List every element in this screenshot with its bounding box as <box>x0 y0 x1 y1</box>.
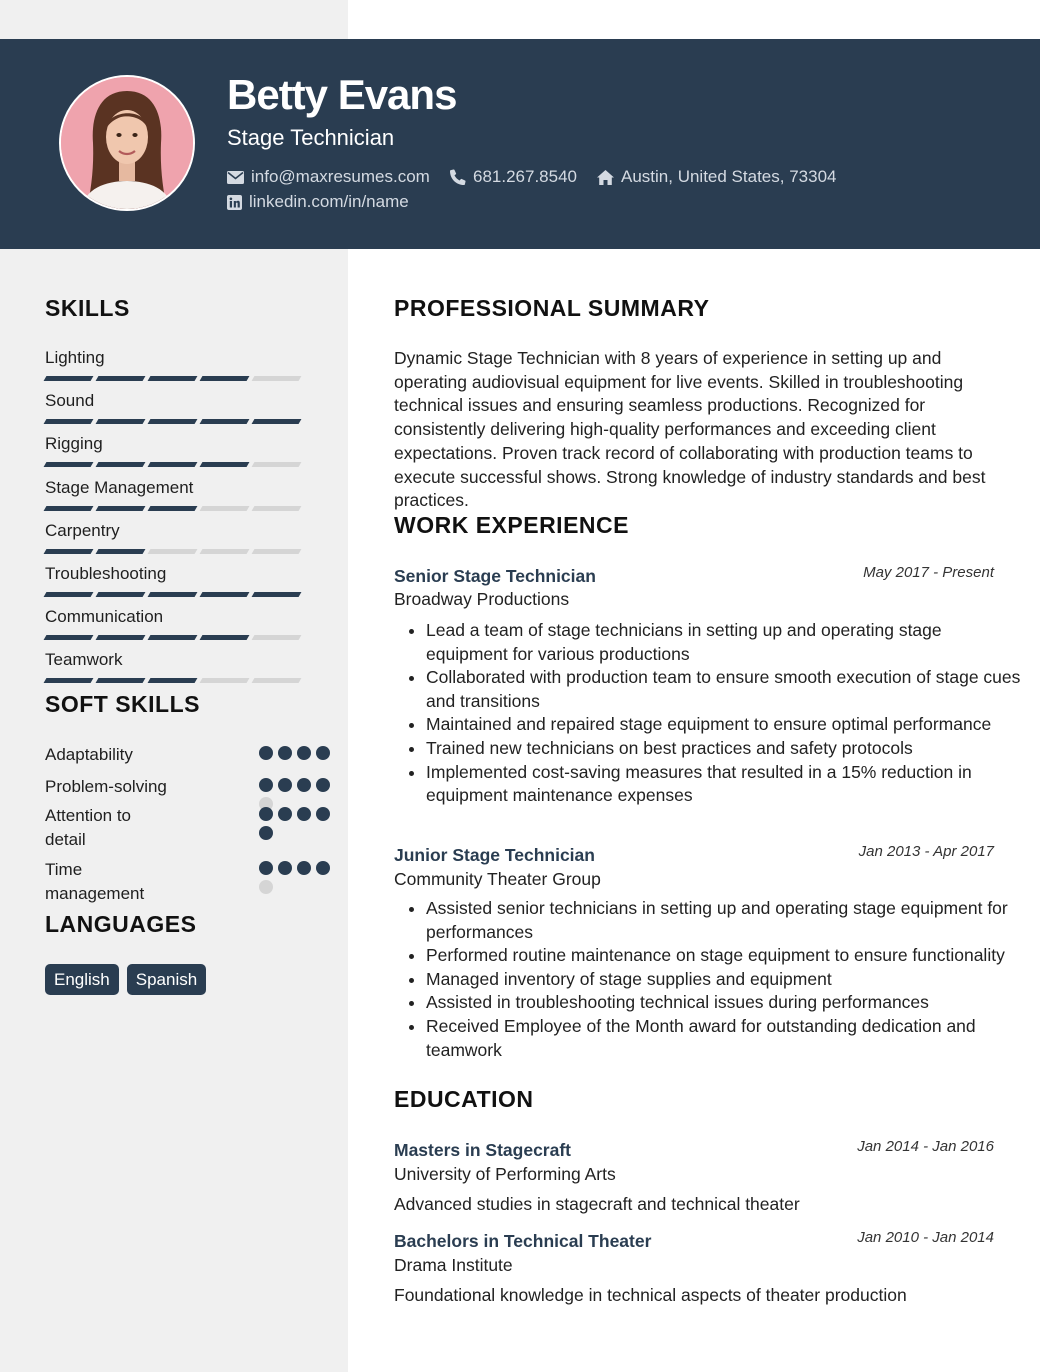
skill-level-bars <box>45 549 305 554</box>
job-title: Senior Stage Technician <box>394 566 596 586</box>
skill-label: Troubleshooting <box>45 564 167 583</box>
job-bullet: • Trained new technicians on best practices and safety protocols <box>426 737 1028 761</box>
rating-dot <box>297 778 311 792</box>
soft-skill-rating <box>259 807 339 840</box>
skill-level-segment <box>200 462 250 467</box>
job-bullet: • Assisted in troubleshooting technical issues during performances <box>426 991 1028 1015</box>
phone-contact[interactable] <box>450 167 577 187</box>
linkedin-contact[interactable] <box>227 192 409 212</box>
soft-skill-rating <box>259 861 339 894</box>
job-date: May 2017 - Present <box>863 564 994 581</box>
linkedin-icon <box>227 195 242 210</box>
location-contact <box>597 167 836 187</box>
skill-level-segment <box>200 506 250 511</box>
education-heading: EDUCATION <box>394 1086 534 1112</box>
rating-dot <box>297 807 311 821</box>
skill-level-segment <box>44 549 94 554</box>
rating-dot <box>259 746 273 760</box>
rating-dot <box>278 746 292 760</box>
skill-item <box>45 390 305 424</box>
job-bullets <box>394 897 1028 1062</box>
email-text: info@maxresumes.com <box>251 167 430 186</box>
job-date: Jan 2013 - Apr 2017 <box>858 843 994 860</box>
skill-level-segment <box>200 419 250 424</box>
degree-title: Bachelors in Technical Theater <box>394 1231 652 1251</box>
skill-level-segment <box>44 592 94 597</box>
envelope-icon <box>227 171 244 184</box>
skill-level-segment <box>148 506 198 511</box>
job-company: Broadway Productions <box>394 589 570 609</box>
rating-dot <box>259 778 273 792</box>
skill-level-bars <box>45 506 305 511</box>
rating-dot <box>297 861 311 875</box>
skill-level-segment <box>148 592 198 597</box>
skill-level-segment <box>96 678 146 683</box>
home-icon <box>597 170 614 185</box>
resume-header <box>0 39 1040 249</box>
rating-dot <box>259 807 273 821</box>
soft-skill-label: Problem-solving <box>45 777 167 796</box>
skill-level-segment <box>200 592 250 597</box>
skill-level-bars <box>45 376 305 381</box>
skill-level-segment <box>44 506 94 511</box>
degree-title: Masters in Stagecraft <box>394 1140 572 1160</box>
skill-item <box>45 649 305 683</box>
job-bullet: • Managed inventory of stage supplies and equipment <box>426 968 1028 992</box>
rating-dot <box>297 746 311 760</box>
skill-level-segment <box>96 462 146 467</box>
skill-level-bars <box>45 462 305 467</box>
skill-level-segment <box>200 549 250 554</box>
soft-skills-heading: SOFT SKILLS <box>45 691 200 717</box>
candidate-name: Betty Evans <box>227 71 457 118</box>
rating-dot <box>278 861 292 875</box>
skill-level-segment <box>96 419 146 424</box>
skill-level-segment <box>148 678 198 683</box>
job-company: Community Theater Group <box>394 869 601 889</box>
degree-date: Jan 2010 - Jan 2014 <box>857 1229 994 1246</box>
skill-level-segment <box>96 592 146 597</box>
job-bullet: • Maintained and repaired stage equipment to ensure optimal performance <box>426 713 1028 737</box>
skill-label: Sound <box>45 391 95 411</box>
avatar <box>59 75 195 211</box>
skill-label: Rigging <box>45 434 103 454</box>
job-bullet: • Collaborated with production team to ensure smooth execution of stage cues and transitions <box>426 666 1028 713</box>
skill-level-segment <box>252 376 302 381</box>
languages-heading: LANGUAGES <box>45 911 197 937</box>
candidate-title: Stage Technician <box>227 125 395 150</box>
skill-level-segment <box>96 506 146 511</box>
skill-level-segment <box>148 419 198 424</box>
skill-level-segment <box>252 549 302 554</box>
phone-text: 681.267.8540 <box>473 167 577 186</box>
soft-skill-label: Attention to detail <box>45 806 132 849</box>
language-badge: English <box>45 964 119 995</box>
skill-level-bars <box>45 678 305 683</box>
soft-skill-label: Adaptability <box>45 745 133 764</box>
degree-school: University of Performing Arts <box>394 1164 616 1184</box>
skill-item <box>45 433 305 467</box>
skill-level-segment <box>96 635 146 640</box>
skill-level-segment <box>252 678 302 683</box>
skill-item <box>45 563 305 597</box>
job-bullet: • Lead a team of stage technicians in setting up and operating stage equipment for various productions <box>426 619 1028 666</box>
linkedin-text: linkedin.com/in/name <box>249 192 409 211</box>
skill-level-bars <box>45 635 305 640</box>
skill-level-segment <box>148 462 198 467</box>
rating-dot <box>278 807 292 821</box>
degree-description: Advanced studies in stagecraft and technical theater <box>394 1194 800 1214</box>
skill-level-segment <box>252 592 302 597</box>
soft-skill-rating <box>259 746 339 760</box>
skill-level-segment <box>148 376 198 381</box>
summary-text: Dynamic Stage Technician with 8 years of experience in setting up and operating audiovisual equipment for live events. Skilled in troubleshooting technical issues and ensuring seamless productions. Recognized for consistently delivering high-quality performances and exceeding client expectations. Proven track record of collaborating with production teams to execute successful shows. Strong knowledge of industry standards and best practices. <box>394 348 986 511</box>
skill-level-segment <box>252 462 302 467</box>
location-text: Austin, United States, 73304 <box>621 167 837 186</box>
skill-level-segment <box>200 635 250 640</box>
skill-level-segment <box>148 635 198 640</box>
skill-level-segment <box>44 462 94 467</box>
summary-heading: PROFESSIONAL SUMMARY <box>394 295 710 321</box>
rating-dot <box>259 826 273 840</box>
phone-icon <box>450 169 466 185</box>
skill-level-segment <box>252 419 302 424</box>
email-contact[interactable] <box>227 167 430 187</box>
skill-level-segment <box>148 549 198 554</box>
experience-heading: WORK EXPERIENCE <box>394 512 629 538</box>
rating-dot <box>316 807 330 821</box>
skill-level-bars <box>45 592 305 597</box>
rating-dot <box>278 778 292 792</box>
soft-skill-label: Time management <box>45 860 145 903</box>
skill-label: Lighting <box>45 348 105 367</box>
skill-level-segment <box>44 635 94 640</box>
skill-level-segment <box>96 549 146 554</box>
skill-label: Teamwork <box>45 650 123 670</box>
skill-label: Communication <box>45 607 164 627</box>
skill-item <box>45 477 305 511</box>
skill-level-segment <box>44 376 94 381</box>
job-bullet: • Performed routine maintenance on stage equipment to ensure functionality <box>426 944 1028 968</box>
degree-school: Drama Institute <box>394 1255 513 1275</box>
job-bullet: • Implemented cost-saving measures that resulted in a 15% reduction in equipment maintenance expenses <box>426 761 1028 808</box>
skill-level-segment <box>96 376 146 381</box>
skill-level-segment <box>200 376 250 381</box>
degree-date: Jan 2014 - Jan 2016 <box>857 1138 994 1155</box>
skill-level-bars <box>45 419 305 424</box>
skills-heading: SKILLS <box>45 295 130 321</box>
job-title: Junior Stage Technician <box>394 845 595 865</box>
rating-dot <box>259 861 273 875</box>
skill-item <box>45 606 305 640</box>
skill-level-segment <box>252 506 302 511</box>
job-bullet: • Received Employee of the Month award for outstanding dedication and teamwork <box>426 1015 1028 1062</box>
rating-dot <box>259 880 273 894</box>
skill-item <box>45 347 305 381</box>
languages-list <box>45 964 206 995</box>
job-bullet: • Assisted senior technicians in setting up and operating stage equipment for performances <box>426 897 1028 944</box>
skill-level-segment <box>44 419 94 424</box>
skill-label: Carpentry <box>45 520 120 540</box>
language-badge: Spanish <box>127 964 206 995</box>
rating-dot <box>316 861 330 875</box>
skill-level-segment <box>44 678 94 683</box>
rating-dot <box>316 778 330 792</box>
skill-level-segment <box>200 678 250 683</box>
degree-description: Foundational knowledge in technical aspects of theater production <box>394 1285 907 1305</box>
skill-item <box>45 520 305 554</box>
rating-dot <box>316 746 330 760</box>
skill-level-segment <box>252 635 302 640</box>
skill-label: Stage Management <box>45 477 194 497</box>
job-bullets <box>394 619 1028 808</box>
